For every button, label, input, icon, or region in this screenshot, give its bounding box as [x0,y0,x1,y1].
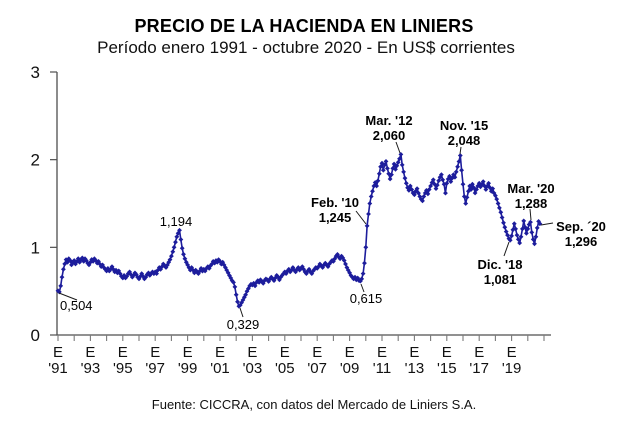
x-axis-year-label: '09 [339,360,360,377]
x-axis-year-label: '97 [145,360,165,377]
chart-subtitle: Período enero 1991 - octubre 2020 - En US$ corrientes [97,38,515,57]
annotation-peak-98-line-1: 1,194 [159,214,193,229]
annotation-mar-12 [365,113,412,143]
annotation-feb-10-line-2: 1,245 [318,210,352,225]
data-point-marker [172,245,177,250]
data-point-marker [521,219,526,224]
x-axis-year-label: '07 [307,360,327,377]
data-point-marker [500,215,505,220]
annotation-feb-10 [311,195,359,225]
x-axis-month-label: E [409,344,420,361]
annotation-mar-12-line-1: Mar. '12 [365,113,413,128]
x-axis-month-label: E [214,344,226,361]
annotation-ene-91-line-1: 0,504 [60,298,93,313]
annotation-mar-20-line-1: Mar. '20 [507,181,555,196]
annotation-feb-10-leader-line [356,211,366,224]
x-axis-month-label: E [506,344,517,361]
annotation-nov-15 [440,118,488,148]
annotation-mar-20-line-2: 1,288 [514,196,548,211]
x-axis-year-label: '01 [210,360,230,377]
data-point-marker [459,168,464,173]
data-point-marker [362,261,367,266]
data-point-marker [170,249,175,254]
y-axis-label: 3 [30,63,40,82]
annotation-low-02-line-1: 0,329 [226,317,260,332]
data-point-marker [369,194,374,199]
data-point-marker [61,267,66,272]
x-axis-month-label: E [344,344,355,361]
annotation-low-09-line-1: 0,615 [349,291,383,306]
data-point-marker [496,201,501,206]
x-axis-year-label: '19 [501,360,522,377]
data-point-marker [370,189,375,194]
data-point-marker [235,299,240,304]
axis-lines [57,72,551,335]
data-point-marker [365,223,370,228]
annotation-dic-18-line-1: Dic. '18 [477,257,523,272]
data-point-marker [497,205,502,210]
data-point-marker [532,241,537,246]
data-point-marker [502,225,507,230]
data-point-marker [501,220,506,225]
y-axis-label: 2 [30,150,40,170]
data-point-marker [366,212,371,217]
data-point-marker [401,169,406,174]
data-point-marker [388,177,393,182]
x-axis-year-label: '95 [113,360,133,377]
annotation-mar-12-leader-line [396,142,400,153]
data-point-marker [60,275,65,280]
data-point-marker [367,201,372,206]
x-axis-month-label: E [117,344,128,361]
data-point-marker [377,171,382,176]
annotation-nov-15-leader-line [460,147,461,154]
x-axis-year-label: '15 [437,360,457,377]
annotation-sep-20-line-2: 1,296 [564,234,598,249]
x-axis-month-label: E [85,344,96,361]
annotation-low-02-leader-line [240,308,243,317]
x-axis-month-label: E [247,344,258,361]
annotation-feb-10-line-1: Feb. '10 [311,195,359,210]
source-note: Fuente: CICCRA, con datos del Mercado de Liniers S.A. [151,397,477,412]
data-point-marker [524,231,529,236]
series-line [58,154,540,306]
x-axis-month-label: E [312,344,323,361]
x-axis-month-label: E [474,344,485,361]
data-point-marker [232,284,237,289]
annotation-sep-20-leader-line [541,223,553,225]
x-axis-year-label: '13 [404,360,425,377]
data-point-marker [381,168,386,173]
annotation-sep-20-line-1: Sep. ´20 [556,219,606,234]
data-point-marker [461,182,466,187]
x-axis-year-label: '93 [80,360,101,377]
data-point-marker [181,252,186,257]
data-point-marker [58,283,63,288]
annotation-nov-15-line-1: Nov. '15 [439,118,489,133]
data-point-marker [443,191,448,196]
x-axis-year-label: '11 [372,360,392,377]
data-point-marker [178,237,183,242]
data-point-marker [535,226,540,231]
annotation-nov-15-line-2: 2,048 [447,133,481,148]
x-axis-month-label: E [441,344,452,361]
annotation-dic-18-leader-line [504,242,509,256]
annotation-mar-12-line-2: 2,060 [372,128,406,143]
chart-title: PRECIO DE LA HACIENDA EN LINIERS [134,16,474,36]
annotation-low-09 [350,291,383,306]
annotation-sep-20 [556,219,606,249]
annotation-mar-20 [507,181,554,211]
data-point-marker [403,176,408,181]
data-point-marker [463,201,468,206]
data-point-marker [180,246,185,251]
data-point-marker [398,152,403,157]
data-point-marker [363,245,368,250]
data-point-marker [361,271,366,276]
data-point-marker [400,162,405,167]
data-point-marker [512,221,517,226]
annotation-ene-91 [60,298,93,313]
data-point-marker [498,210,503,215]
annotation-dic-18 [477,257,522,287]
data-point-marker [404,181,409,186]
data-point-marker [385,166,390,171]
annotation-dic-18-line-2: 1,081 [483,272,517,287]
x-axis-year-label: '99 [177,360,198,377]
data-point-marker [234,292,239,297]
x-axis-month-label: E [150,344,161,361]
x-axis-year-label: '05 [275,360,295,377]
y-axis-label: 0 [30,326,40,345]
x-axis-month-label: E [182,344,193,361]
x-axis-year-label: '91 [48,360,68,377]
x-axis-year-label: '17 [469,360,489,377]
x-axis-month-label: E [52,344,64,361]
annotation-low-02 [227,317,260,332]
x-axis-month-label: E [376,344,388,361]
x-axis-year-label: '03 [242,360,263,377]
data-point-marker [529,230,534,235]
data-point-marker [173,240,178,245]
data-point-marker [455,164,460,169]
y-axis-label: 1 [30,238,40,258]
x-axis-month-label: E [279,344,290,361]
annotation-peak-98 [160,214,193,229]
